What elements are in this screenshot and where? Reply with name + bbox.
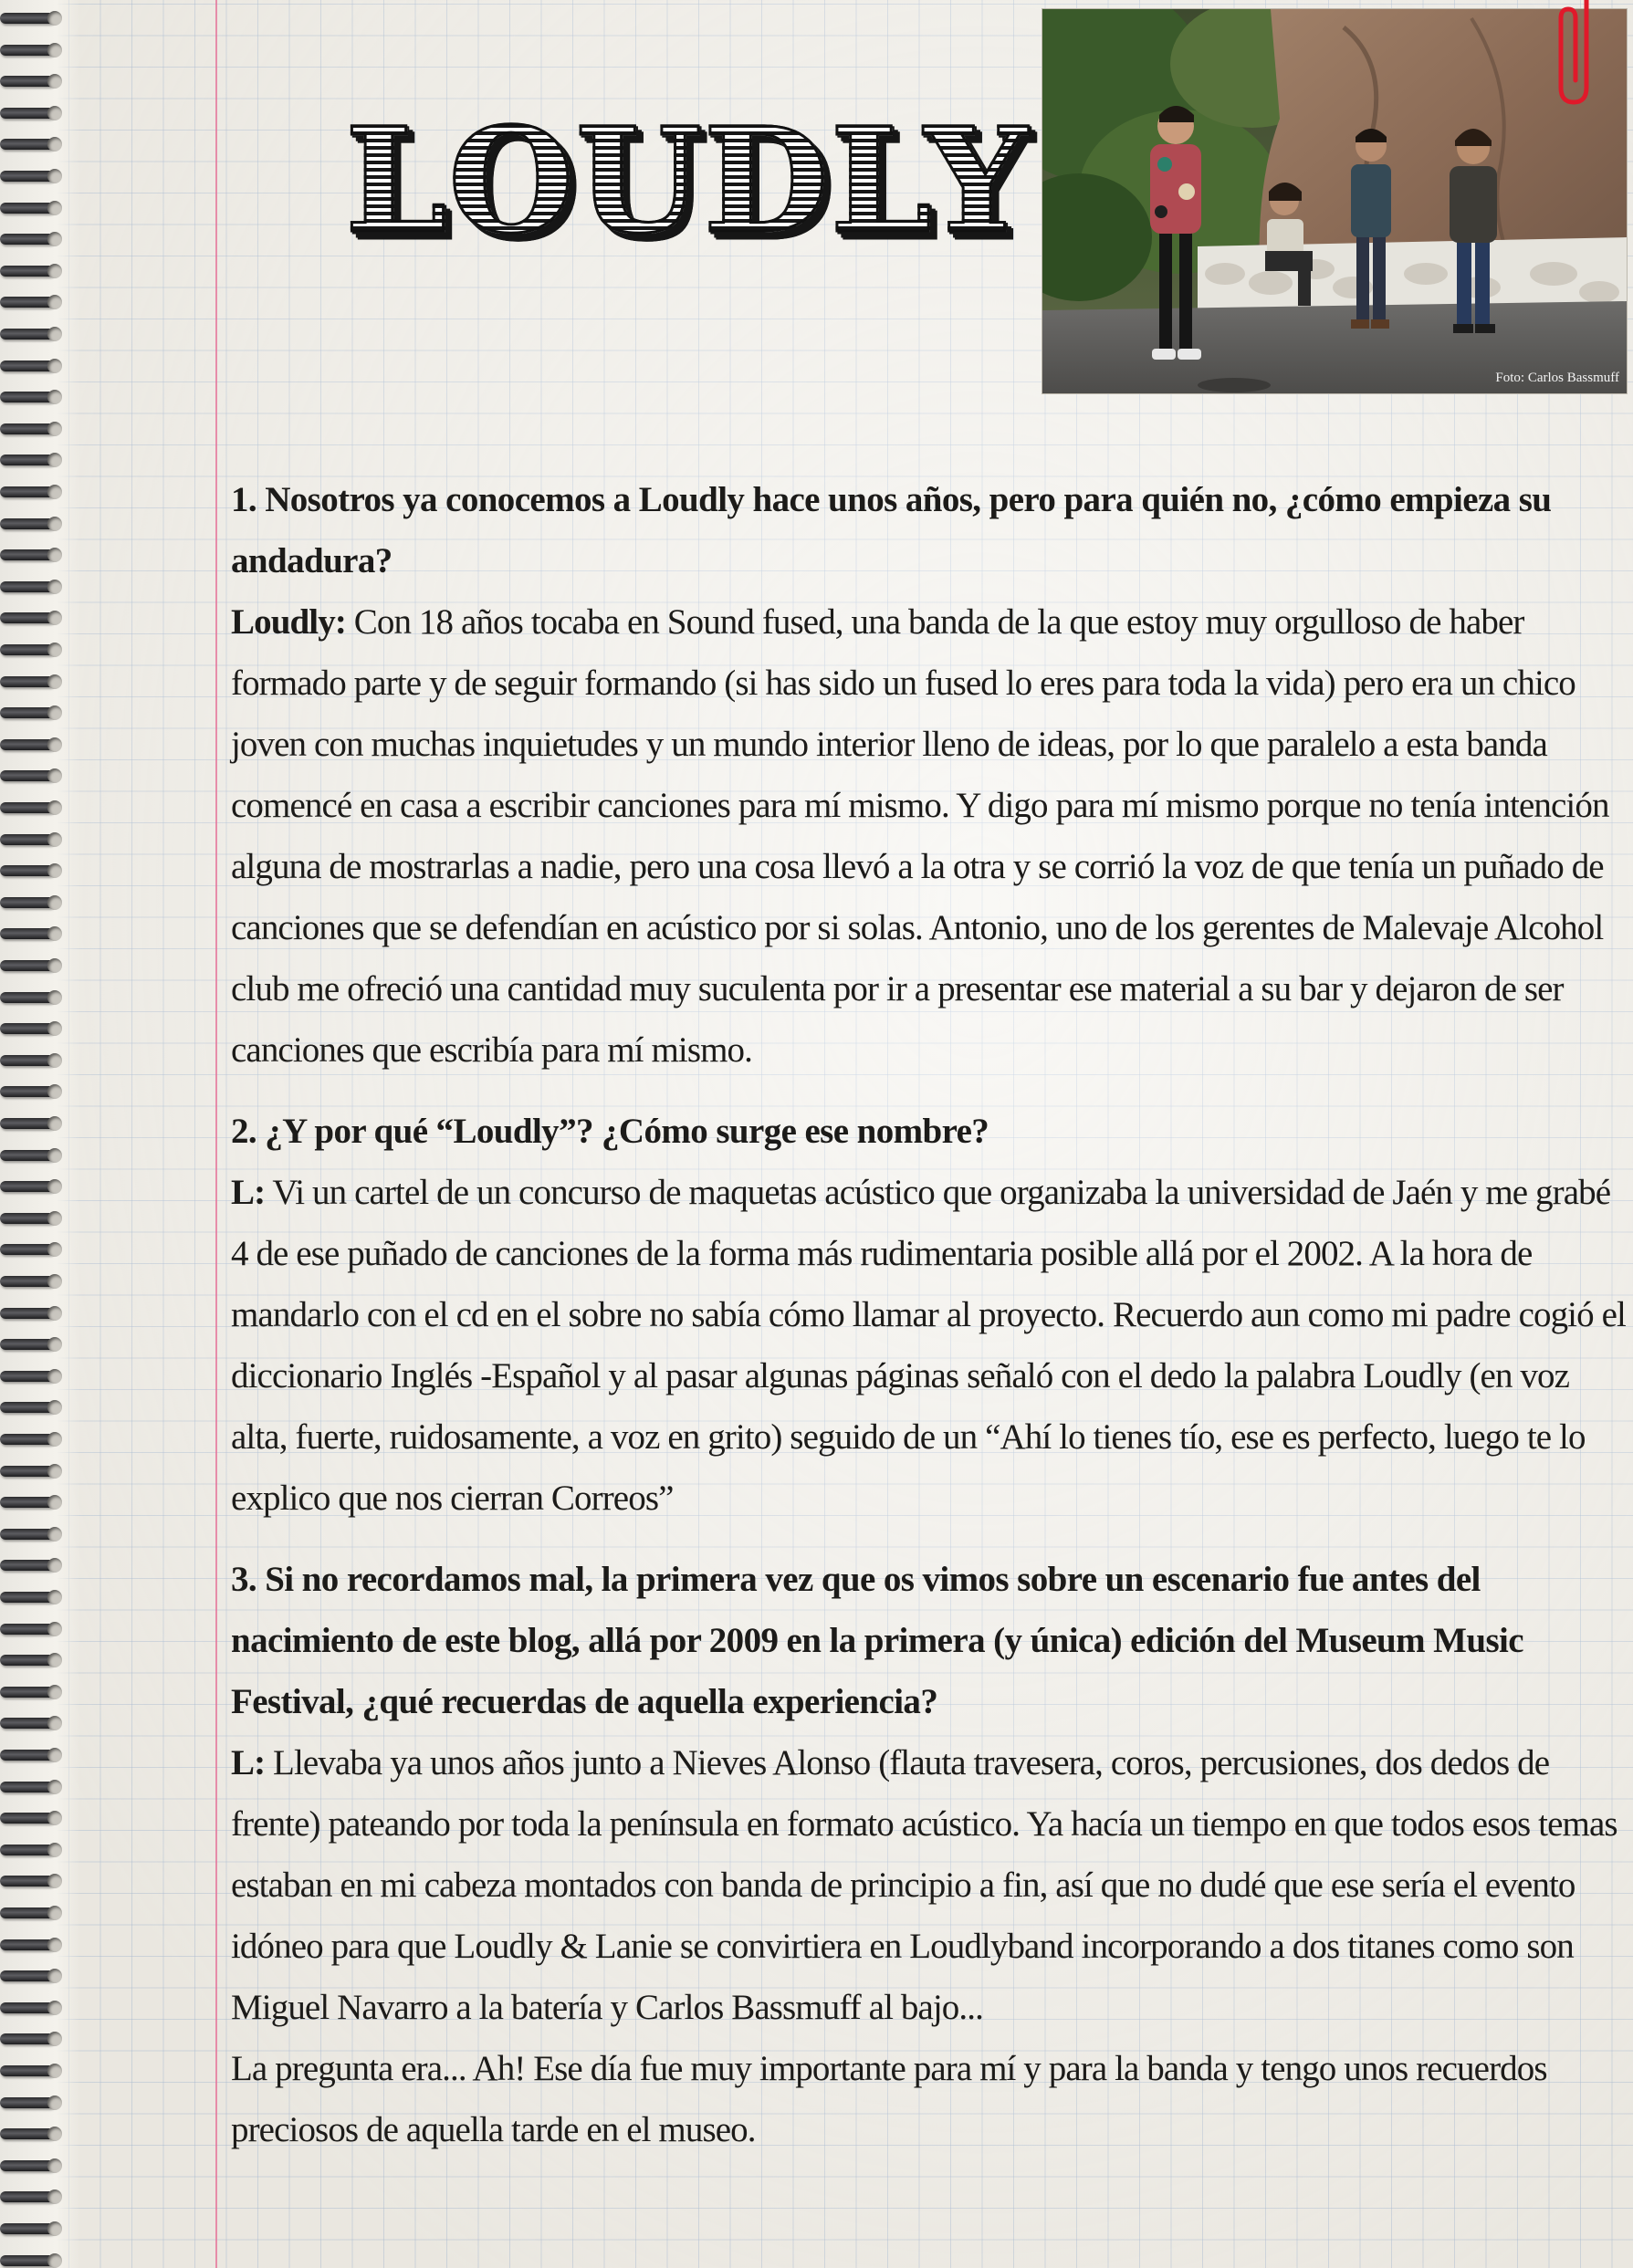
spiral-ring [0, 1740, 66, 1772]
answer [231, 1732, 1628, 2038]
spiral-wire [0, 2255, 55, 2266]
punch-hole [47, 1843, 62, 1857]
punch-hole [47, 1432, 62, 1447]
spiral-ring [0, 825, 66, 856]
spiral-wire [0, 1497, 55, 1508]
punch-hole [47, 422, 62, 436]
punch-hole [47, 1337, 62, 1352]
punch-hole [47, 1969, 62, 1983]
question: 1. Nosotros ya conocemos a Loudly hace unos años, pero para quién no, ¿cómo empieza su andadura? [231, 480, 1552, 580]
punch-hole [47, 800, 62, 815]
spiral-ring [0, 1898, 66, 1929]
spiral-wire [0, 1371, 55, 1382]
punch-hole [47, 1242, 62, 1257]
punch-hole [47, 1274, 62, 1289]
spiral-wire [0, 581, 55, 592]
spiral-ring [0, 1772, 66, 1803]
spiral-wire [0, 1466, 55, 1477]
spiral-wire [0, 1624, 55, 1635]
punch-hole [47, 1148, 62, 1163]
punch-hole [47, 768, 62, 783]
spiral-wire [0, 1970, 55, 1981]
spiral-wire [0, 1876, 55, 1887]
band-photo [1042, 9, 1627, 393]
spiral-ring [0, 1172, 66, 1203]
punch-hole [47, 327, 62, 341]
spiral-wire [0, 1308, 55, 1319]
spiral-ring [0, 1141, 66, 1172]
spiral-ring [0, 1077, 66, 1108]
spiral-wire [0, 612, 55, 623]
spiral-wire [0, 1592, 55, 1603]
spiral-ring [0, 1014, 66, 1045]
punch-hole [47, 895, 62, 910]
spiral-ring [0, 540, 66, 571]
spiral-ring [0, 1425, 66, 1456]
answer-extra: La pregunta era... Ah! Ese día fue muy importante para mí y para la banda y tengo unos recuerdos preciosos de aquella tarde en el museo. [231, 2049, 1547, 2149]
spiral-wire [0, 1181, 55, 1192]
spiral-wire [0, 1939, 55, 1950]
spiral-ring [0, 2056, 66, 2087]
punch-hole [47, 201, 62, 215]
spiral-wire [0, 2097, 55, 2108]
punch-hole [47, 232, 62, 246]
spiral-ring [0, 856, 66, 887]
spiral-ring [0, 2214, 66, 2245]
spiral-ring [0, 635, 66, 666]
spiral-wire [0, 1907, 55, 1918]
spiral-ring [0, 983, 66, 1014]
spiral-ring [0, 1709, 66, 1740]
spiral-wire [0, 1244, 55, 1255]
spiral-ring [0, 2088, 66, 2119]
spiral-ring [0, 1299, 66, 1330]
punch-hole [47, 11, 62, 26]
spiral-wire [0, 1687, 55, 1698]
spiral-wire [0, 1086, 55, 1097]
spiral-ring [0, 2246, 66, 2268]
punch-hole [47, 1558, 62, 1573]
spiral-ring [0, 1646, 66, 1677]
question: 2. ¿Y por qué “Loudly”? ¿Cómo surge ese nombre? [231, 1112, 989, 1151]
spiral-ring [0, 351, 66, 382]
spiral-ring [0, 130, 66, 161]
spiral-ring [0, 287, 66, 319]
punch-hole [47, 1211, 62, 1226]
spiral-ring [0, 256, 66, 287]
spiral-ring [0, 2182, 66, 2213]
punch-hole [47, 926, 62, 941]
punch-hole [47, 137, 62, 152]
spiral-wire [0, 834, 55, 845]
punch-hole [47, 643, 62, 657]
spiral-wire [0, 1150, 55, 1161]
spiral-wire [0, 2033, 55, 2044]
photo-credit: Foto: Carlos Bassmuff [1495, 371, 1619, 385]
spiral-wire [0, 928, 55, 939]
punch-hole [47, 705, 62, 720]
spiral-wire [0, 1813, 55, 1824]
spiral-wire [0, 361, 55, 371]
spiral-wire [0, 108, 55, 119]
spiral-ring [0, 888, 66, 919]
answer-text: Con 18 años tocaba en Sound fused, una banda de la que estoy muy orgulloso de haber formado parte y de seguir formando (si has sido un fused lo eres para toda la vida) pero era un chico joven con muchas inquietudes y un mundo interior lleno de ideas, por lo que paralelo a esta banda comencé en casa a escribir canciones para mí mismo. Y digo para mí mismo porque no tenía intención alguna de mostrarlas a nadie, pero una cosa llevó a la otra y se corrió la voz de que tenía un puñado de canciones que se defendían en acústico por si solas. Antonio, uno de los gerentes de Malevaje Alcohol club me ofreció una cantidad muy suculenta por ir a presentar ese material a su bar y dejaron de ser canciones que escribía para mí mismo. [231, 602, 1609, 1070]
punch-hole [47, 737, 62, 752]
spiral-wire [0, 549, 55, 560]
spiral-ring [0, 162, 66, 193]
spiral-wire [0, 739, 55, 750]
spiral-ring [0, 1993, 66, 2024]
spiral-wire [0, 203, 55, 214]
punch-hole [47, 1116, 62, 1131]
punch-hole [47, 2032, 62, 2046]
spiral-ring [0, 1235, 66, 1266]
spiral-wire [0, 139, 55, 150]
spiral-wire [0, 1339, 55, 1350]
spiral-wire [0, 423, 55, 434]
spiral-ring [0, 1393, 66, 1424]
punch-hole [47, 43, 62, 57]
spiral-ring [0, 1520, 66, 1551]
spiral-ring [0, 1046, 66, 1077]
punch-hole [47, 295, 62, 309]
page-title: LOUDLY [345, 97, 1030, 266]
spiral-ring [0, 1330, 66, 1361]
interview-item-2 [231, 1101, 1628, 1529]
spiral-ring [0, 1835, 66, 1866]
spiral-wire [0, 1750, 55, 1761]
punch-hole [47, 2064, 62, 2078]
paperclip-icon [1546, 0, 1601, 110]
punch-hole [47, 1400, 62, 1415]
spiral-wire [0, 297, 55, 308]
spiral-ring [0, 793, 66, 824]
punch-hole [47, 958, 62, 973]
speaker-label: L: [231, 1173, 266, 1212]
punch-hole [47, 1053, 62, 1068]
spiral-wire [0, 2002, 55, 2013]
punch-hole [47, 1874, 62, 1888]
punch-hole [47, 1653, 62, 1667]
punch-hole [47, 2158, 62, 2173]
spiral-wire [0, 770, 55, 781]
spiral-wire [0, 1213, 55, 1224]
spiral-ring [0, 919, 66, 950]
punch-hole [47, 580, 62, 594]
spiral-ring [0, 1362, 66, 1393]
interview-item-1 [231, 469, 1628, 1081]
answer [231, 1162, 1628, 1529]
band-photo-image [1042, 9, 1627, 393]
punch-hole [47, 1306, 62, 1321]
punch-hole [47, 453, 62, 467]
spiral-ring [0, 67, 66, 98]
spiral-ring [0, 1488, 66, 1519]
punch-hole [47, 863, 62, 878]
punch-hole [47, 1179, 62, 1194]
punch-hole [47, 1780, 62, 1794]
spiral-wire [0, 1655, 55, 1666]
spiral-wire [0, 171, 55, 182]
spiral-wire [0, 2065, 55, 2076]
punch-hole [47, 1590, 62, 1604]
spiral-wire [0, 2160, 55, 2171]
punch-hole [47, 2190, 62, 2204]
spiral-wire [0, 644, 55, 655]
punch-hole [47, 1622, 62, 1636]
spiral-wire [0, 1560, 55, 1571]
question: 3. Si no recordamos mal, la primera vez que os vimos sobre un escenario fue antes del nacimiento de este blog, allá por 2009 en la primera (y única) edición del Museum Music Festival, ¿qué recuerdas de aquella experiencia? [231, 1560, 1523, 1721]
spiral-wire [0, 266, 55, 277]
interview-article [231, 469, 1628, 2180]
punch-hole [47, 611, 62, 625]
punch-hole [47, 390, 62, 404]
punch-hole [47, 74, 62, 89]
punch-hole [47, 1811, 62, 1825]
spiral-ring [0, 1866, 66, 1897]
spiral-ring [0, 761, 66, 792]
spiral-wire [0, 1845, 55, 1855]
spiral-ring [0, 603, 66, 634]
spiral-wire [0, 392, 55, 402]
spiral-wire [0, 992, 55, 1003]
spiral-binding [0, 0, 80, 2268]
margin-line [215, 0, 217, 2268]
spiral-ring [0, 1267, 66, 1298]
spiral-ring [0, 2151, 66, 2182]
spiral-wire [0, 897, 55, 908]
answer-text: Llevaba ya unos años junto a Nieves Alonso (flauta travesera, coros, percusiones, dos dedos de frente) pateando por toda la península en formato acústico. Ya hacía un tiempo en que todos esos temas estaban en mi cabeza montados con banda de principio a fin, así que no dudé que ese sería el evento idóneo para que Loudly & Lanie se convirtiera en Loudlyband incorporando a dos titanes como son Miguel Navarro a la batería y Carlos Bassmuff al bajo... [231, 1743, 1617, 2027]
spiral-ring [0, 445, 66, 476]
spiral-ring [0, 319, 66, 350]
punch-hole [47, 2221, 62, 2236]
punch-hole [47, 1748, 62, 1762]
spiral-ring [0, 99, 66, 130]
punch-hole [47, 169, 62, 183]
spiral-wire [0, 960, 55, 971]
spiral-ring [0, 1930, 66, 1961]
spiral-wire [0, 1276, 55, 1287]
punch-hole [47, 359, 62, 373]
spiral-ring [0, 414, 66, 445]
punch-hole [47, 990, 62, 1005]
spiral-ring [0, 477, 66, 508]
spiral-ring [0, 1615, 66, 1646]
spiral-wire [0, 2191, 55, 2202]
spiral-wire [0, 518, 55, 529]
spiral-wire [0, 1434, 55, 1445]
speaker-label: L: [231, 1743, 266, 1782]
punch-hole [47, 1495, 62, 1510]
spiral-wire [0, 865, 55, 876]
spiral-ring [0, 1803, 66, 1834]
punch-hole [47, 2127, 62, 2141]
punch-hole [47, 1906, 62, 1920]
spiral-wire [0, 1118, 55, 1129]
spiral-wire [0, 329, 55, 340]
spiral-wire [0, 1055, 55, 1066]
spiral-ring [0, 36, 66, 67]
speaker-label: Loudly: [231, 602, 346, 642]
spiral-wire [0, 13, 55, 24]
punch-hole [47, 1685, 62, 1699]
spiral-ring [0, 667, 66, 698]
punch-hole [47, 485, 62, 499]
spiral-wire [0, 707, 55, 718]
spiral-ring [0, 1457, 66, 1488]
punch-hole [47, 1021, 62, 1036]
spiral-ring [0, 1551, 66, 1582]
spiral-ring [0, 1677, 66, 1709]
spiral-wire [0, 2223, 55, 2234]
spiral-ring [0, 1204, 66, 1235]
spiral-ring [0, 1583, 66, 1614]
punch-hole [47, 1464, 62, 1479]
spiral-wire [0, 1529, 55, 1540]
punch-hole [47, 1527, 62, 1542]
spiral-ring [0, 4, 66, 35]
spiral-wire [0, 76, 55, 87]
punch-hole [47, 832, 62, 847]
spiral-wire [0, 234, 55, 245]
spiral-wire [0, 1023, 55, 1034]
punch-hole [47, 2253, 62, 2268]
punch-hole [47, 1938, 62, 1952]
answer-text: Vi un cartel de un concurso de maquetas acústico que organizaba la universidad de Jaén y me grabé 4 de ese puñado de canciones de la forma más rudimentaria posible allá por el 2002. A la hora de mandarlo con el cd en el sobre no sabía cómo llamar al proyecto. Recuerdo aun como mi padre cogió el diccionario Inglés -Español y al pasar algunas páginas señaló con el dedo la palabra Loudly (en voz alta, fuerte, ruidosamente, a voz en grito) seguido de un “Ahí lo tienes tío, ese es perfecto, luego te lo explico que nos cierran Correos” [231, 1173, 1626, 1518]
spiral-ring [0, 2024, 66, 2055]
punch-hole [47, 548, 62, 562]
spiral-wire [0, 676, 55, 687]
punch-hole [47, 2001, 62, 2015]
punch-hole [47, 2096, 62, 2110]
interview-item-3 [231, 1549, 1628, 2160]
spiral-ring [0, 225, 66, 256]
spiral-ring [0, 730, 66, 761]
spiral-wire [0, 1782, 55, 1792]
spiral-wire [0, 1402, 55, 1413]
spiral-wire [0, 2128, 55, 2139]
spiral-ring [0, 382, 66, 413]
spiral-ring [0, 2119, 66, 2150]
spiral-wire [0, 802, 55, 813]
spiral-ring [0, 1109, 66, 1140]
spiral-ring [0, 193, 66, 225]
punch-hole [47, 1084, 62, 1099]
punch-hole [47, 1369, 62, 1384]
spiral-ring [0, 951, 66, 982]
punch-hole [47, 264, 62, 278]
punch-hole [47, 674, 62, 689]
spiral-wire [0, 486, 55, 497]
answer [231, 591, 1628, 1081]
spiral-ring [0, 1961, 66, 1992]
spiral-ring [0, 509, 66, 540]
spiral-wire [0, 45, 55, 56]
spiral-ring [0, 698, 66, 729]
punch-hole [47, 517, 62, 531]
spiral-ring [0, 572, 66, 603]
punch-hole [47, 1716, 62, 1730]
spiral-wire [0, 1718, 55, 1729]
spiral-wire [0, 455, 55, 465]
punch-hole [47, 106, 62, 120]
